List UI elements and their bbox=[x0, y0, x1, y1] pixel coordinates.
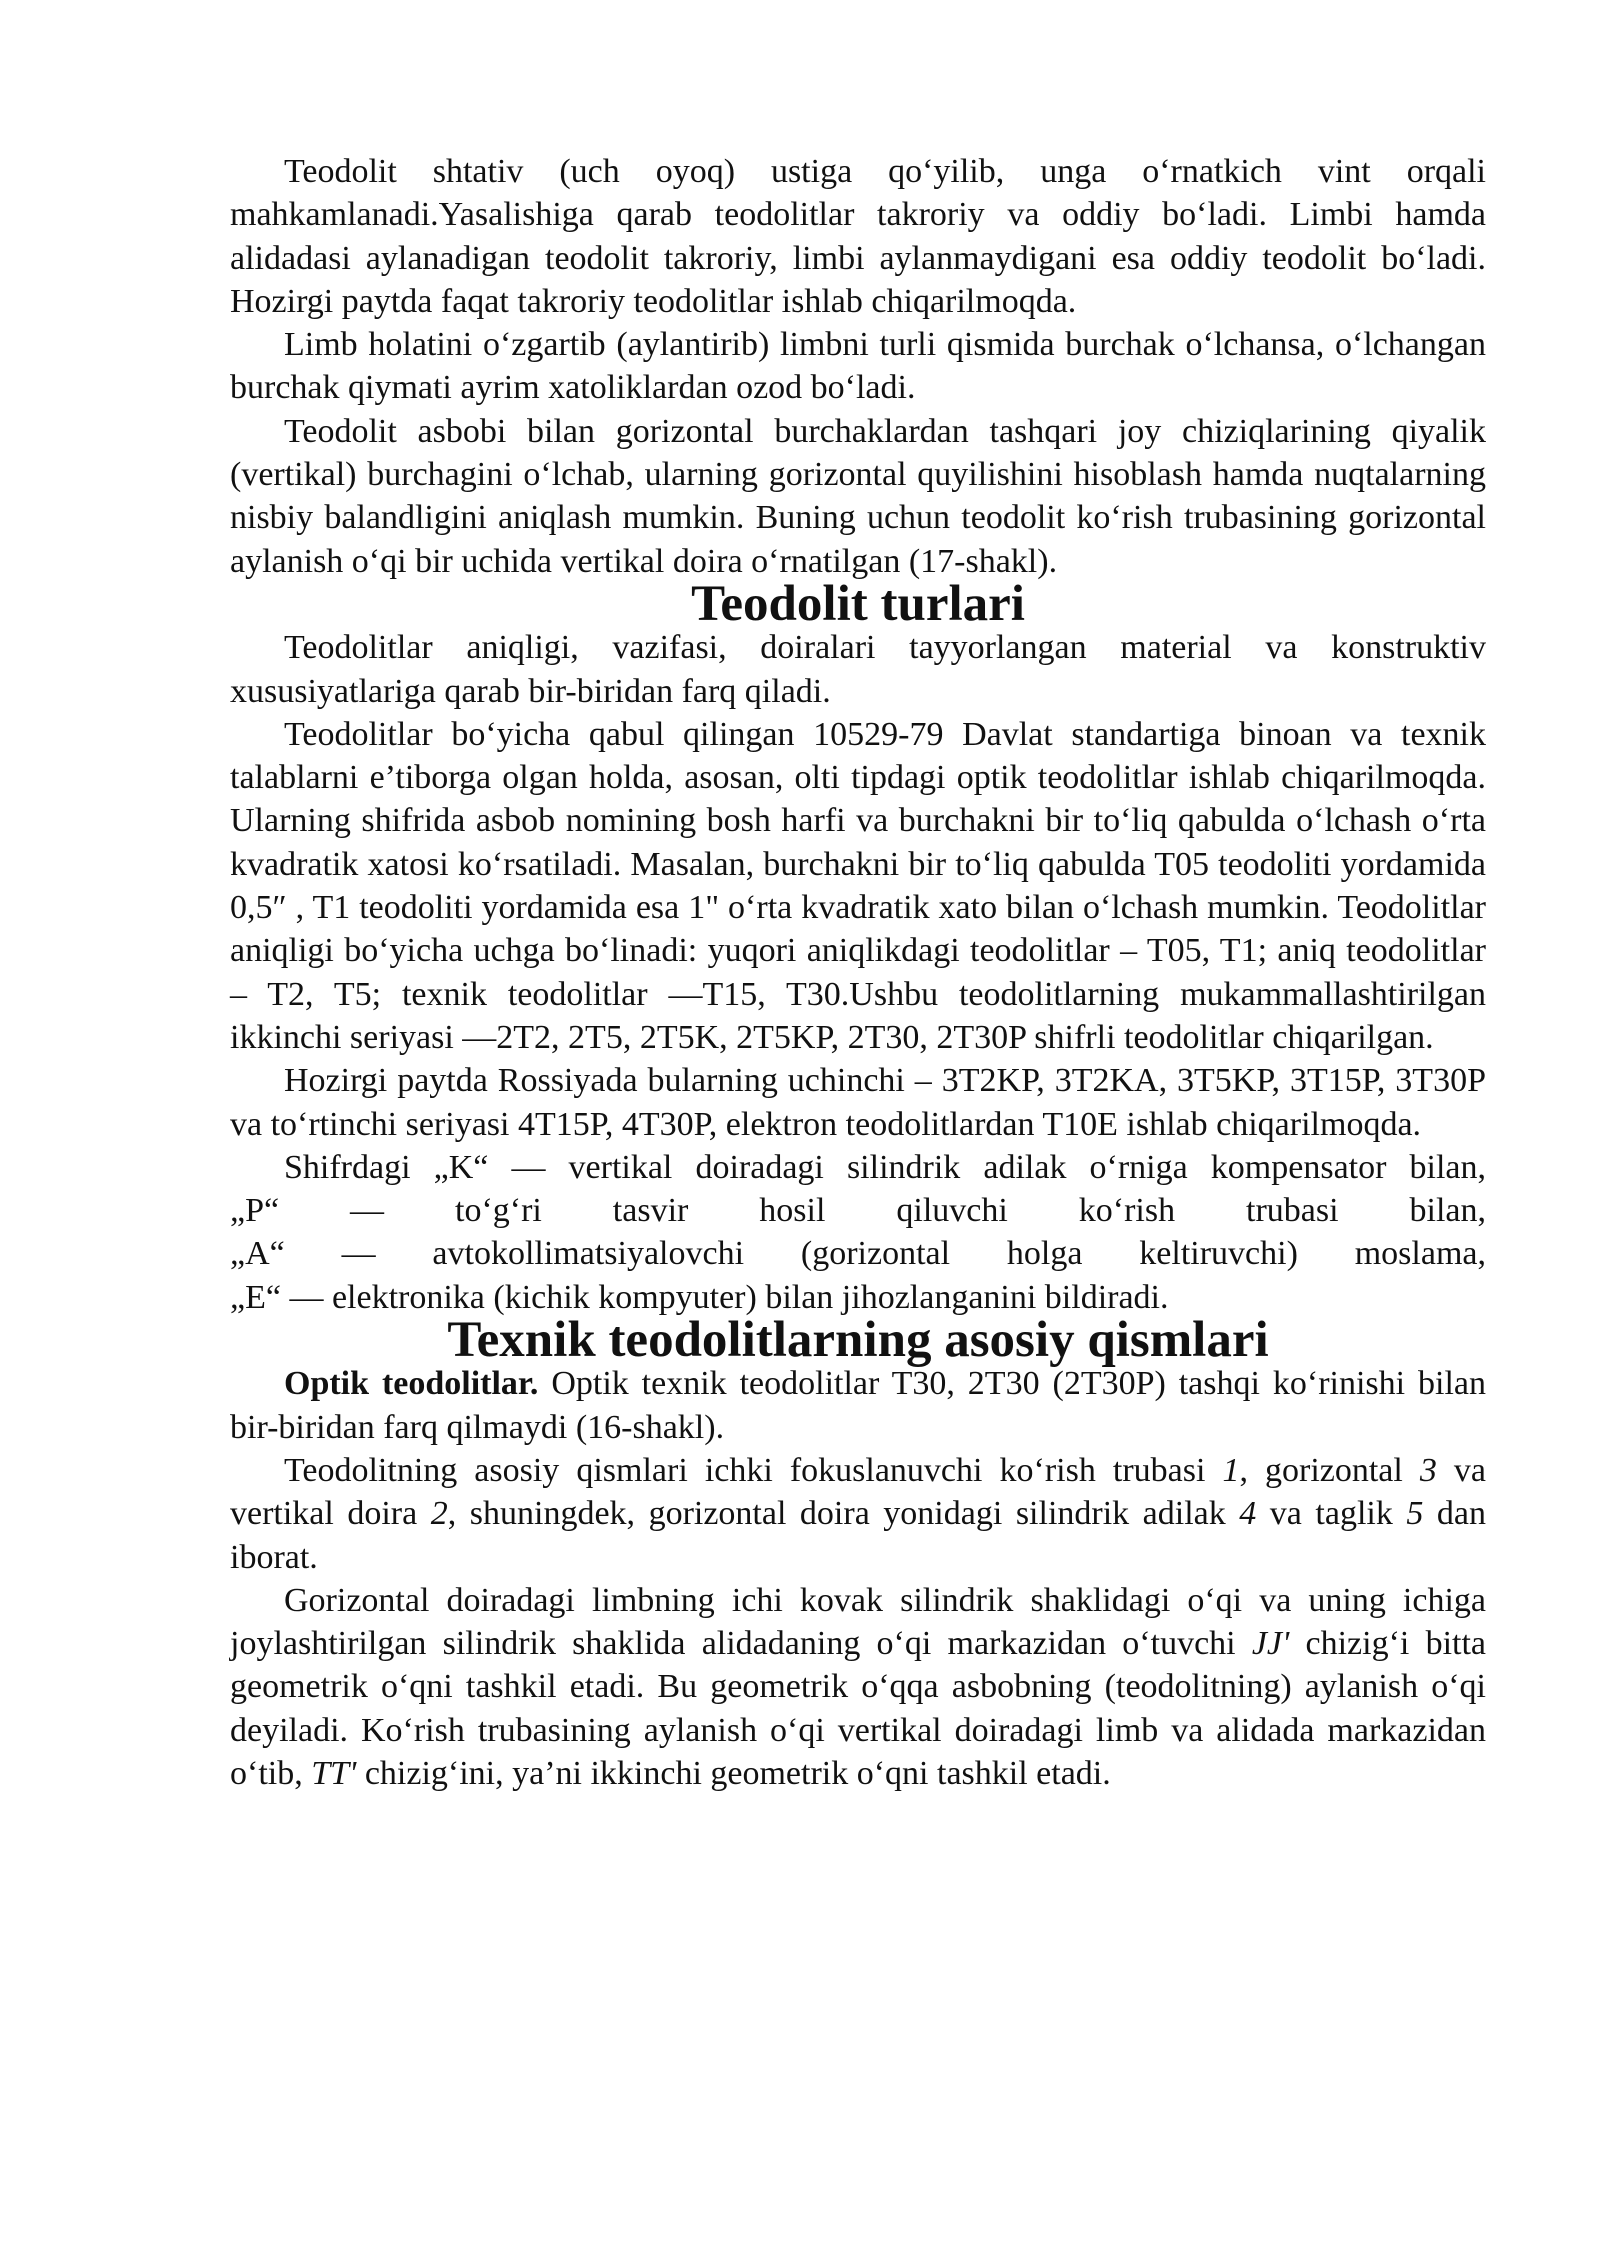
geometric-axes-text-a: Gorizontal doiradagi limbning ichi kovak silindrik shaklidagi o‘qi va uning ichiga joylashtirilgan silindrik shaklida alidadaning o‘qi markazidan o‘tuvchi bbox=[230, 1581, 1486, 1663]
main-parts-text-c: va vertikal doira bbox=[230, 1451, 1487, 1533]
cipher-line-k: Shifrdagi „K“ — vertikal doiradagi silindrik adilak o‘rniga kompensator bilan, bbox=[284, 1148, 1486, 1186]
main-parts-text-b: , gorizontal bbox=[1239, 1451, 1420, 1489]
main-parts-text-d: , shuningdek, gorizontal doira yonidagi silindrik adilak bbox=[447, 1495, 1240, 1533]
paragraph-main-parts bbox=[230, 1449, 1486, 1579]
main-parts-text-a: Teodolitning asosiy qismlari ichki fokuslanuvchi ko‘rish trubasi bbox=[284, 1451, 1223, 1489]
axis-label-tt: TT' bbox=[311, 1754, 357, 1792]
cipher-line-a: „A“ — avtokollimatsiyalovchi (gorizontal holga keltiruvchi) moslama, bbox=[230, 1235, 1486, 1273]
part-number-3: 3 bbox=[1419, 1451, 1437, 1489]
paragraph-optical-theodolites bbox=[230, 1362, 1486, 1449]
heading-theodolite-types: Teodolit turlari bbox=[691, 575, 1025, 632]
optical-theodolites-text: Optik texnik teodolitlar T30, 2T30 (2T30P) tashqi ko‘rinishi bilan bir-biridan farq qilmaydi (16-shakl). bbox=[230, 1365, 1486, 1446]
cipher-line-p: „P“ — to‘g‘ri tasvir hosil qiluvchi ko‘rish trubasi bilan, bbox=[230, 1192, 1486, 1230]
paragraph-vertical-angle: Teodolit asbobi bilan gorizontal burchaklardan tashqari joy chiziqlarining qiyalik (vertikal) burchagini o‘lchab, ularning gorizontal quyilishini hisoblash hamda nuqtalarning nisbiy balandligini aniqlash mumkin. Buning uchun teodolit ko‘rish trubasining gorizontal aylanish o‘qi bir uchida vertikal doira o‘rnatilgan (17-shakl). bbox=[230, 412, 1486, 580]
geometric-axes-text-b: chizig‘i bitta geometrik o‘qni tashkil etadi. Bu geometrik o‘qqa asbobning (teodolitning) aylanish o‘qi deyiladi. Ko‘rish trubasining aylanish o‘qi vertikal doiradagi limb va alidada markazidan o‘tib, bbox=[230, 1625, 1486, 1792]
part-number-5: 5 bbox=[1406, 1495, 1424, 1533]
paragraph-geometric-axes bbox=[230, 1579, 1486, 1795]
main-parts-text-e: va taglik bbox=[1256, 1495, 1407, 1533]
part-number-2: 2 bbox=[430, 1495, 448, 1533]
optical-theodolites-lead: Optik teodolitlar. bbox=[284, 1365, 539, 1403]
document-page bbox=[230, 150, 1486, 1795]
paragraph-cipher-letters bbox=[230, 1146, 1486, 1319]
geometric-axes-text-c: chizig‘ini, ya’ni ikkinchi geometrik o‘qni tashkil etadi. bbox=[356, 1754, 1111, 1792]
main-parts-text-f: dan iborat. bbox=[230, 1495, 1486, 1576]
axis-label-jj: JJ' bbox=[1251, 1625, 1290, 1663]
cipher-line-e: „E“ — elektronika (kichik kompyuter) bilan jihozlanganini bildiradi. bbox=[230, 1278, 1169, 1316]
paragraph-types-intro: Teodolitlar aniqligi, vazifasi, doiralari tayyorlangan material va konstruktiv xususiyatlariga qarab bir-biridan farq qiladi. bbox=[230, 629, 1486, 710]
heading-technical-parts: Texnik teodolitlarning asosiy qismlari bbox=[447, 1312, 1269, 1369]
paragraph-standard-types: Teodolitlar bo‘yicha qabul qilingan 10529-79 Davlat standartiga binoan va texnik talablarni e’tiborga olgan holda, asosan, olti tipdagi optik teodolitlar ishlab chiqarilmoqda. Ularning shifrida asbob nomining bosh harfi va burchakni bir to‘liq qabulda o‘lchash o‘rta kvadratik xatosi ko‘rsatiladi. Masalan, burchakni bir to‘liq qabulda T05 teodoliti yordamida 0,5″ , T1 teodoliti yordamida esa 1" o‘rta kvadratik xato bilan o‘lchash mumkin. Teodolitlar aniqligi bo‘yicha uchga bo‘linadi: yuqori aniqlikdagi teodolitlar – T05, T1; aniq teodolitlar – T2, T5; texnik teodolitlar —T15, T30.Ushbu teodolitlarning mukammallashtirilgan ikkinchi seriyasi —2T2, 2T5, 2T5K, 2T5KP, 2T30, 2T30P shifrli teodolitlar chiqarilgan. bbox=[230, 715, 1486, 1056]
paragraph-russia-series: Hozirgi paytda Rossiyada bularning uchinchi – 3T2KP, 3T2KA, 3T5KP, 3T15P, 3T30P va to‘rtinchi seriyasi 4T15P, 4T30P, elektron teodolitlardan T10E ishlab chiqarilmoqda. bbox=[230, 1062, 1486, 1143]
part-number-4: 4 bbox=[1239, 1495, 1257, 1533]
paragraph-limb-position: Limb holatini o‘zgartib (aylantirib) limbni turli qismida burchak o‘lchansa, o‘lchangan burchak qiymati ayrim xatoliklardan ozod bo‘ladi. bbox=[230, 326, 1486, 407]
paragraph-theodolite-mounting: Teodolit shtativ (uch oyoq) ustiga qo‘yilib, unga o‘rnatkich vint orqali mahkamlanadi.Yasalishiga qarab teodolitlar takroriy va oddiy bo‘ladi. Limbi hamda alidadasi aylanadigan teodolit takroriy, limbi aylanmaydigani esa oddiy teodolit bo‘ladi. Hozirgi paytda faqat takroriy teodolitlar ishlab chiqarilmoqda. bbox=[230, 153, 1486, 320]
part-number-1: 1 bbox=[1222, 1451, 1240, 1489]
